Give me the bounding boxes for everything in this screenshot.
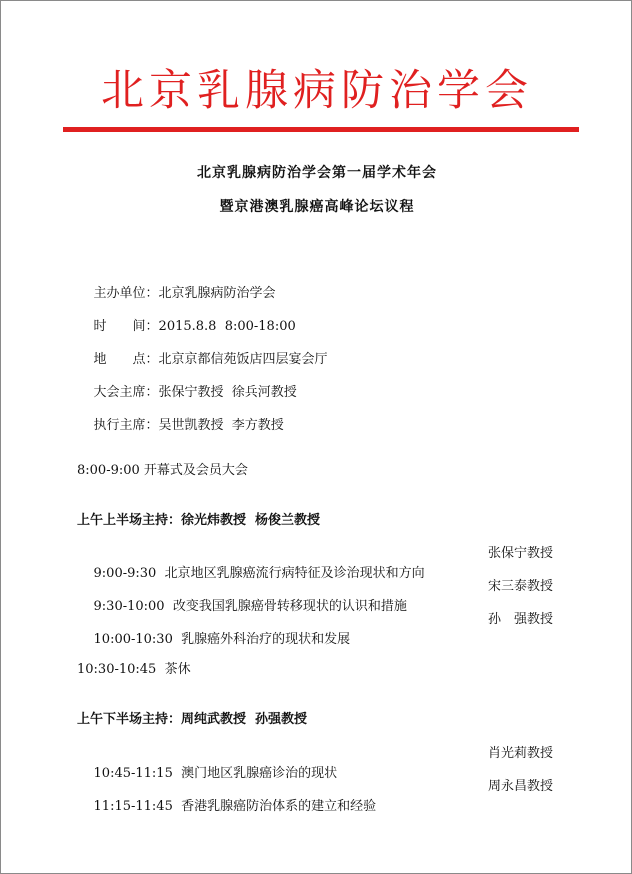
agenda-speaker: 周永昌教授 bbox=[487, 779, 553, 794]
agenda-title: 澳门地区乳腺癌诊治的现状 bbox=[181, 766, 338, 781]
info-label: 大会主席： bbox=[93, 385, 159, 400]
info-value: 北京京都信苑饭店四层宴会厅 bbox=[158, 352, 328, 367]
tea-break: 10:30-10:45 茶休 bbox=[77, 662, 191, 677]
info-label: 主办单位： bbox=[93, 286, 159, 301]
agenda-item bbox=[77, 544, 553, 581]
agenda-speaker: 张保宁教授 bbox=[487, 546, 553, 561]
info-row-executive-chair bbox=[77, 396, 284, 456]
agenda-title: 北京地区乳腺癌流行病特征及诊治现状和方向 bbox=[164, 566, 425, 581]
meeting-subtitle: 暨京港澳乳腺癌高峰论坛议程 bbox=[219, 199, 415, 215]
agenda-title: 香港乳腺癌防治体系的建立和经验 bbox=[181, 799, 377, 814]
agenda-time: 9:00-9:30 bbox=[93, 566, 157, 581]
agenda-item bbox=[77, 744, 553, 781]
agenda-speaker: 宋三泰教授 bbox=[487, 579, 553, 594]
letterhead-red-rule bbox=[63, 127, 579, 132]
session1-heading: 上午上半场主持：徐光炜教授 杨俊兰教授 bbox=[77, 513, 321, 528]
info-label: 执行主席： bbox=[93, 418, 159, 433]
opening-ceremony: 8:00-9:00 开幕式及会员大会 bbox=[77, 463, 248, 478]
session2-heading: 上午下半场主持：周纯武教授 孙强教授 bbox=[77, 712, 308, 727]
meeting-title: 北京乳腺病防治学会第一届学术年会 bbox=[197, 165, 437, 181]
info-label: 时 间： bbox=[93, 319, 159, 334]
agenda-time: 10:00-10:30 bbox=[93, 632, 173, 647]
info-value: 北京乳腺病防治学会 bbox=[158, 286, 276, 301]
agenda-item bbox=[77, 610, 553, 647]
agenda-time: 11:15-11:45 bbox=[93, 799, 173, 814]
organization-letterhead: 北京乳腺病防治学会 bbox=[101, 66, 533, 116]
agenda-item bbox=[77, 577, 553, 614]
agenda-time: 10:45-11:15 bbox=[93, 766, 173, 781]
agenda-speaker: 肖光莉教授 bbox=[487, 746, 553, 761]
info-label: 地 点： bbox=[93, 352, 159, 367]
agenda-item bbox=[77, 777, 553, 814]
info-value: 2015.8.8 8:00-18:00 bbox=[158, 319, 296, 334]
info-value: 吴世凯教授 李方教授 bbox=[158, 418, 284, 433]
agenda-title: 改变我国乳腺癌骨转移现状的认识和措施 bbox=[172, 599, 407, 614]
agenda-title: 乳腺癌外科治疗的现状和发展 bbox=[181, 632, 351, 647]
agenda-time: 9:30-10:00 bbox=[93, 599, 165, 614]
agenda-speaker: 孙 强教授 bbox=[487, 612, 553, 627]
info-value: 张保宁教授 徐兵河教授 bbox=[158, 385, 297, 400]
